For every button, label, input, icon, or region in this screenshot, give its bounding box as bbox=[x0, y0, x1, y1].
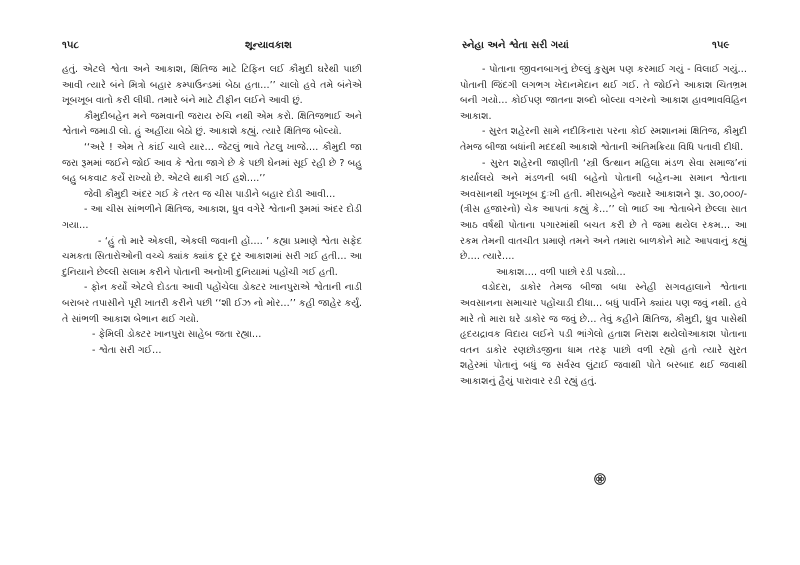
paragraph: આકાશ…. વળી પાછો રડી પડ્યો… bbox=[496, 266, 626, 278]
paragraph: - આ ચીસ સાંભળીને ક્ષિતિજ, આકાશ, ધ્રુવ વગેરે શ્વેતાની રૂમમાં અંદર દોડી ગયા… bbox=[62, 204, 362, 231]
left-running-header: શૂન્યાવકાશ bbox=[245, 40, 292, 51]
paragraph: - સુરત શહેરની જાણીતી ‘સ્ત્રી ઉત્થાન મહિલા મંડળ સેવા સમાજ’નાં કાર્યાલયે અને મંડળની બધી બહેનો પોતાની બહેન-મા સમાન શ્વેતાના અવસાનથી ખૂબખૂબ દુઃખી હતી. મીરાબહેને જ્યારે આકાશને રૂા. ૩૦,૦૦૦/- (ત્રીસ હજારનો) ચેક આપતાં કહ્યું કે…’’ લો ભાઈ આ શ્વેતાબેને છેલ્લા સાત આઠ વર્ષથી પોતાના પગારમાંથી બચત કરી છે તે જમા થયેલ રકમ… આ રકમ તેમની વાતચીત પ્રમાણે તમને અને તમારા બાળકોને માટે આપવાનું કહ્યું છે…. ત્યારે…. bbox=[460, 157, 747, 263]
right-body-text bbox=[460, 62, 747, 389]
paragraph: જેવી કૌમુદી અંદર ગઈ કે તરત જ ચીસ પાડીને બહાર દોડી આવી… bbox=[84, 188, 336, 200]
paragraph: - ‘હું તો મારે એકલી, એકલી જવાની હોં…. ’ કહ્યા પ્રમાણે શ્વેતા સફેદ ચમકતા સિતારોઓની વચ્ચે ક્યાંક ક્યાંક દૂર દૂર આકાશમાં સરી ગઈ હતી… આ દુનિયાને છેલ્લી સલામ કરીને પોતાની અનોખી દુનિયામાં પહોંચી ગઈ હતી. bbox=[62, 235, 362, 278]
paragraph: - સુરત શહેરની સામે નદીકિનારા પરના કોઈ સ્મશાનમાં ક્ષિતિજ, કૌમુદી તેમજ બીજા બધાંની મદદથી આકાશે શ્વેતાની અંતિમક્રિયા વિધિ પતાવી દીધી. bbox=[460, 126, 747, 153]
right-page-number: ૧૫૯ bbox=[712, 40, 730, 51]
paragraph: - શ્વેતા સરી ગઈ… bbox=[92, 344, 162, 356]
paragraph: - પોતાના જીવનબાગનું છેલ્લું કુસુમ પણ કરમાઈ ગયું - વિલાઈ ગયું… પોતાની જિંદગી લગભગ ખેદાનમેદાન થઈ ગઈ. તે જોઈને આકાશ ચિતભ્રમ બની ગયો… કોઈપણ જાતના શબ્દો બોલ્યા વગરનો આકાશ હાવભાવવિહિન આકાશ. bbox=[460, 64, 747, 122]
paragraph: - ફેમિલી ડોક્ટર ખાનપુરા સાહેબ જતા રહ્યા… bbox=[92, 329, 262, 341]
right-running-header: સ્નેહા અને શ્વેતા સરી ગયાં bbox=[462, 40, 569, 51]
paragraph: હતું. એટલે શ્વેતા અને આકાશ, ક્ષિતિજ માટે ટિફિન લઈ કૌમુદી ઘરેથી પાછી આવી ત્યારે બંને મિત્રો બહાર કમ્પાઉન્ડમાં બેઠા હતા…’’ ચાલો હવે તમે બંનેએ ખૂબખૂબ વાતો કરી લીધી. તમારે બંને માટે ટીફીન લઈને આવી છું. bbox=[62, 64, 362, 107]
paragraph: કૌમુદીબહેન મને જમવાની જરાય રુચિ નથી એમ કરો. ક્ષિતિજભાઈ અને શ્વેતાને જમાડી લો. હું અહીંયા બેઠો છું. આકાશે કહ્યું. ત્યારે ક્ષિતિજ બોલ્યો. bbox=[62, 110, 362, 138]
left-body-text bbox=[62, 62, 362, 358]
left-page-number: ૧૫૮ bbox=[62, 40, 79, 51]
paragraph: ‘‘અરે ! એમ તે કાંઈ ચાલે યાર… જેટલું ભાવે તેટલુ ખાજે…. કૌમુદી જા જરા રૂમમાં જઈને જોઈ આવ કે શ્વેતા જાગે છે કે પછી ઘેનમાં સૂઈ રહી છે ? બહુ બહુ બકવાટ કર્યે રાખ્યો છે. એટલે થાકી ગઈ હશે….’’ bbox=[62, 141, 362, 185]
paragraph: - ફોન કર્યો એટલે દોડતા આવી પહોંચેલા ડોક્ટર ખાનપુરાએ શ્વેતાની નાડી બરાબર તપાસીને પૂરી ખાતરી કરીને પછી ‘‘શી ઈઝ નો મોર…’’ કહી જાહેર કર્યું. તે સાંભળી આકાશ બેભાન થઈ ગયો. bbox=[62, 282, 362, 325]
paragraph: વડોદરા, ડાકોર તેમજ બીજા બધા સ્નેહી સગવહાલાને શ્વેતાના અવસાનના સમાચાર પહોંચાડી દીધા… બધું પાર્વીને ક્યાંય પણ જવું નથી. હવે મારે તો મારા ઘરે ડાકોર જ જવું છે… તેવું કહીને ક્ષિતિજ, કૌમુદી, ધ્રુવ પાસેથી હૃદયદ્રાવક વિદાય લઈને પડી ભાંગેલો હતાશ નિરાશ થયેલોઆકાશ પોતાના વતન ડાકોર રણછોડજીના ધામ તરફ પાછો વળી રહ્યો હતો ત્યારે સુરત શહેરમાં પોતાનું બધું જ સર્વસ્વ લુંટાઈ જવાથી પોતે બરબાદ થઈ જવાથી આકાશનું હૈયું પારાવાર રડી રહ્યું હતું. bbox=[460, 282, 747, 387]
flower-ornament-icon bbox=[594, 473, 606, 485]
